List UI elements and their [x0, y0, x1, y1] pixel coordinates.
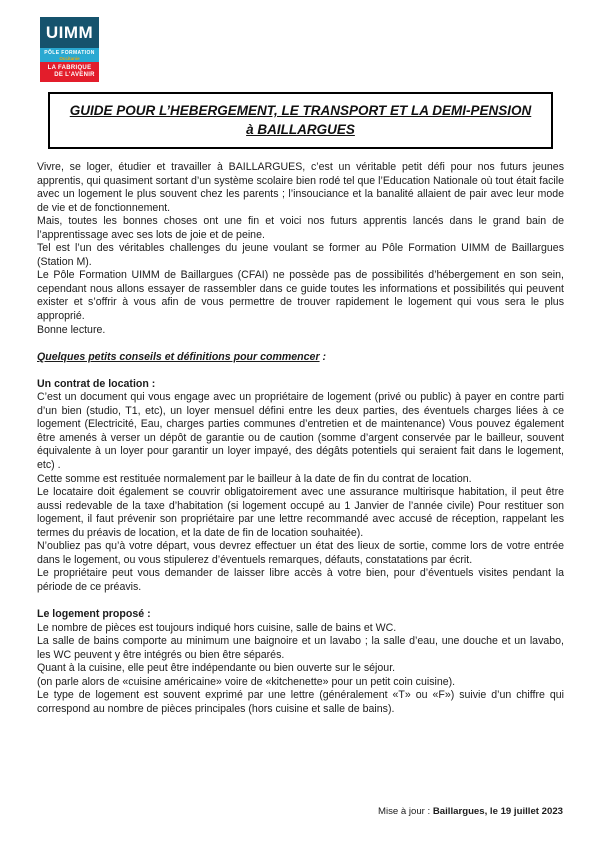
uimm-logo — [40, 17, 99, 82]
section-heading-suffix: : — [319, 350, 327, 363]
document-title-line2: à BAILLARGUES — [246, 122, 355, 137]
body-paragraph: Le type de logement est souvent exprimé par une lettre (généralement «T» ou «F») suivie d’un chiffre qui correspond au nombre de pièces principales (hors cuisine et salle de bains). — [37, 689, 564, 715]
body-paragraph: C’est un document qui vous engage avec un propriétaire de logement (privé ou public) à payer en contre parti d’un bien (studio, T1, etc), un loyer mensuel défini entre les deux parties, des éventuels charges liées à ce logement (Electricité, Eau, charges parties communes d’entretien et de maintenance) Vous pouvez également être amenés à verser un dépôt de garantie ou de caution (somme d’argent conservée par le bailleur, souvent équivalente à un loyer pour garantir un loyer impayé, des dégâts potentiels qui seraient fait dans le logement, etc) . — [37, 391, 564, 472]
fabrique-line2: DE L'AVENIR — [54, 72, 95, 78]
spacer — [37, 595, 564, 609]
document-title-box — [48, 92, 553, 149]
body-paragraph: N’oubliez pas qu’à votre départ, vous devrez effectuer un état des lieux de sortie, comme lors de votre entrée dans le logement, ou vous stipulerez d’éventuels remarques, défauts, constatations par écrit. — [37, 540, 564, 566]
subsection-title-logement: Le logement proposé : — [37, 608, 151, 621]
pole-formation-band — [40, 48, 99, 62]
spacer — [37, 364, 564, 378]
body-paragraph: La salle de bains comporte au minimum une baignoire et un lavabo ; la salle d’eau, une douche et un lavabo, les WC peuvent y être intégrés ou bien être séparés. — [37, 635, 564, 661]
uimm-logo-block: UIMM — [40, 17, 99, 48]
section-heading — [37, 351, 564, 365]
pole-formation-label: PÔLE FORMATION — [44, 49, 95, 56]
region-label: Occitanie — [59, 55, 80, 61]
spacer — [37, 337, 564, 351]
body-paragraph: Le nombre de pièces est toujours indiqué hors cuisine, salle de bains et WC. — [37, 621, 397, 634]
update-footer-label: Mise à jour : — [377, 806, 433, 817]
intro-paragraph: Vivre, se loger, étudier et travailler à BAILLARGUES, c’est un véritable petit défi pour nos futurs jeunes apprentis, qui quasiment sortant d’un système scolaire bien rodé tel que l’Education Nationale où tout était facile avec un logement le plus souvent chez les parents ; l’insouciance et la banalité allaient de pair avec leur mode de vie et de fonctionnement. — [37, 161, 564, 214]
section-heading-text: Quelques petits conseils et définitions pour commencer — [37, 350, 320, 363]
update-footer-value: Baillargues, le 19 juillet 2023 — [432, 806, 563, 817]
body-paragraph: Le propriétaire peut vous demander de laisser libre accès à votre bien, pour d’éventuels visites pendant la période de ce préavis. — [37, 567, 564, 593]
body-paragraph: (on parle alors de «cuisine américaine» voire de «kitchenette» pour un petit coin cuisine). — [37, 675, 456, 688]
intro-paragraph: Tel est l’un des véritables challenges du jeune voulant se former au Pôle Formation UIMM de Baillargues (Station M). — [37, 242, 564, 268]
update-footer — [378, 806, 563, 817]
subsection-title-contrat: Un contrat de location : — [37, 377, 156, 390]
body-paragraph: Le locataire doit également se couvrir obligatoirement avec une assurance multirisque habitation, il peut être aussi redevable de la taxe d’habitation (si logement occupé au 1 Janvier de l’année civile) Pour restituer son logement, il faut prévenir son propriétaire par une lettre recommandé avec accusé de réception, rappelant les termes du préavis de location, et la date de fin de location souhaitée). — [37, 486, 564, 539]
document-body — [37, 161, 564, 716]
fabrique-avenir-block — [40, 62, 99, 82]
document-title-line1: GUIDE POUR L’HEBERGEMENT, LE TRANSPORT ET LA DEMI-PENSION — [69, 103, 532, 118]
body-paragraph: Cette somme est restituée normalement par le bailleur à la date de fin du contrat de location. — [37, 472, 472, 485]
intro-paragraph: Bonne lecture. — [37, 323, 106, 336]
intro-paragraph: Le Pôle Formation UIMM de Baillargues (CFAI) ne possède pas de possibilités d’hébergement en son sein, cependant nous allons essayer de rassembler dans ce guide toutes les informations et possibilités qui peuvent exister et s’offrir à vous afin de vous permettre de trouver rapidement le logement qui vous sera le plus approprié. — [37, 269, 564, 323]
body-paragraph: Quant à la cuisine, elle peut être indépendante ou bien ouverte sur le séjour. — [37, 662, 396, 675]
fabrique-line1: LA FABRIQUE — [47, 65, 92, 71]
intro-paragraph: Mais, toutes les bonnes choses ont une fin et voici nos futurs apprentis lancés dans le grand bain de l’apprentissage avec ses lots de joie et de peine. — [37, 215, 564, 241]
